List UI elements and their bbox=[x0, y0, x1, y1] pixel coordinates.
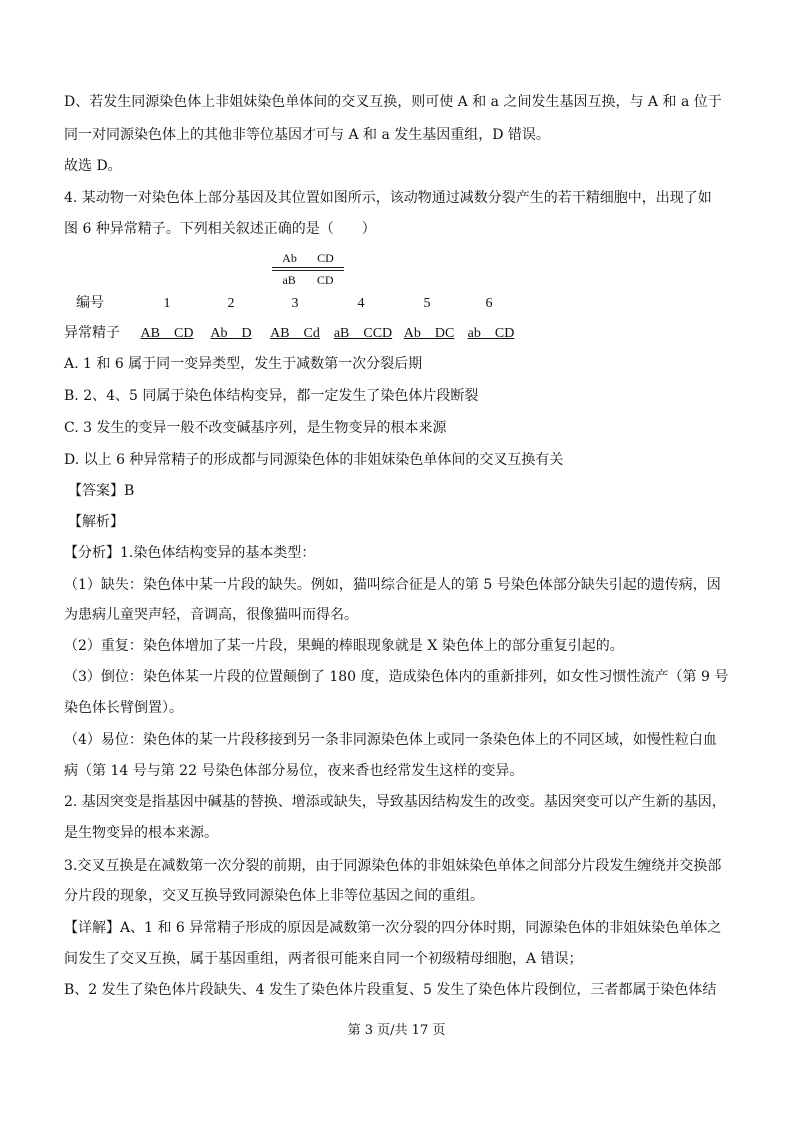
analysis-line: 病（第 14 号与第 22 号染色体部分易位，夜来香也经常发生这样的变异。 bbox=[64, 763, 524, 779]
analysis-line: （4）易位：染色体的某一片段移接到另一条非同源染色体上或同一条染色体上的不同区域，如慢性粒白血 bbox=[64, 732, 717, 748]
analysis-line: 分片段的现象，交叉互换导致同源染色体上非等位基因之间的重组。 bbox=[64, 888, 484, 904]
option-a: A. 1 和 6 属于同一变异类型，发生于减数第一次分裂后期 bbox=[64, 356, 423, 372]
analysis-line: 【详解】A、1 和 6 异常精子形成的原因是减数第一次分裂的四分体时期，同源染色体的非姐妹染色单体之 bbox=[64, 920, 722, 936]
sperm-label: 异常精子 bbox=[64, 326, 120, 341]
text-line: D、若发生同源染色体上非姐妹染色单体间的交叉互换，则可使 A 和 a 之间发生基因互换，与 A 和 a 位于 bbox=[64, 94, 722, 110]
sperm-genotype: aB CCD bbox=[333, 326, 393, 341]
chromosome-divider bbox=[272, 267, 344, 271]
sperm-genotype: Ab D bbox=[210, 326, 252, 341]
analysis-line: 2. 基因突变是指基因中碱基的替换、增添或缺失，导致基因结构发生的改变。基因突变可以产生新的基因， bbox=[64, 794, 726, 810]
analysis-line: （3）倒位：染色体某一片段的位置颠倒了 180 度，造成染色体内的重新排列，如女性习惯性流产（第 9 号 bbox=[64, 669, 729, 685]
analysis-heading: 【解析】 bbox=[68, 514, 124, 530]
page-footer: 第 3 页/共 17 页 bbox=[347, 1023, 446, 1038]
gene-label: Ab bbox=[282, 251, 297, 265]
analysis-line: 【分析】1.染色体结构变异的基本类型： bbox=[64, 545, 316, 561]
question-4-stem: 图 6 种异常精子。下列相关叙述正确的是（ ） bbox=[64, 221, 376, 237]
gene-label: aB bbox=[282, 273, 296, 287]
analysis-line: （2）重复：染色体增加了某一片段，果蝇的棒眼现象就是 X 染色体上的部分重复引起的。 bbox=[64, 638, 624, 654]
text-line: 同一对同源染色体上的其他非等位基因才可与 A 和 a 发生基因重组，D 错误。 bbox=[64, 127, 550, 143]
analysis-line: 3.交叉互换是在减数第一次分裂的前期，由于同源染色体的非姐妹染色单体之间部分片段发生缠绕并交换部 bbox=[64, 858, 722, 874]
analysis-line: 是生物变异的根本来源。 bbox=[64, 825, 218, 841]
sperm-number: 6 bbox=[485, 296, 493, 311]
sperm-genotype: Ab DC bbox=[403, 326, 455, 341]
answer: 【答案】B bbox=[68, 483, 135, 499]
sperm-number: 5 bbox=[423, 296, 431, 311]
analysis-line: 为患病儿童哭声轻，音调高，很像猫叫而得名。 bbox=[64, 607, 358, 623]
analysis-line: B、2 发生了染色体片段缺失、4 发生了染色体片段重复、5 发生了染色体片段倒位，三者都属于染色体结 bbox=[64, 982, 717, 998]
chromosome-figure bbox=[272, 250, 344, 288]
sperm-genotype: AB CD bbox=[140, 326, 194, 341]
gene-label: CD bbox=[317, 251, 334, 265]
analysis-line: 间发生了交叉互换，属于基因重组，两者很可能来自同一个初级精母细胞，A 错误； bbox=[64, 951, 583, 967]
analysis-line: （1）缺失：染色体中某一片段的缺失。例如，猫叫综合征是人的第 5 号染色体部分缺失引起的遗传病，因 bbox=[64, 577, 721, 593]
question-4-stem: 4. 某动物一对染色体上部分基因及其位置如图所示，该动物通过减数分裂产生的若干精细胞中，出现了如 bbox=[64, 190, 712, 206]
sperm-genotype: AB Cd bbox=[270, 326, 320, 341]
analysis-line: 染色体长臂倒置）。 bbox=[64, 700, 183, 716]
sperm-number: 4 bbox=[357, 296, 365, 311]
text-line: 故选 D。 bbox=[64, 158, 122, 174]
option-c: C. 3 发生的变异一般不改变碱基序列，是生物变异的根本来源 bbox=[64, 420, 447, 436]
gene-label: CD bbox=[316, 273, 334, 287]
number-label: 编号 bbox=[76, 296, 104, 311]
sperm-number: 2 bbox=[227, 296, 235, 311]
option-d: D. 以上 6 种异常精子的形成都与同源染色体的非姐妹染色单体间的交叉互换有关 bbox=[64, 452, 564, 468]
sperm-number: 1 bbox=[163, 296, 171, 311]
sperm-number: 3 bbox=[291, 296, 299, 311]
option-b: B. 2、4、5 同属于染色体结构变异，都一定发生了染色体片段断裂 bbox=[64, 388, 479, 404]
sperm-genotype: ab CD bbox=[467, 326, 515, 341]
